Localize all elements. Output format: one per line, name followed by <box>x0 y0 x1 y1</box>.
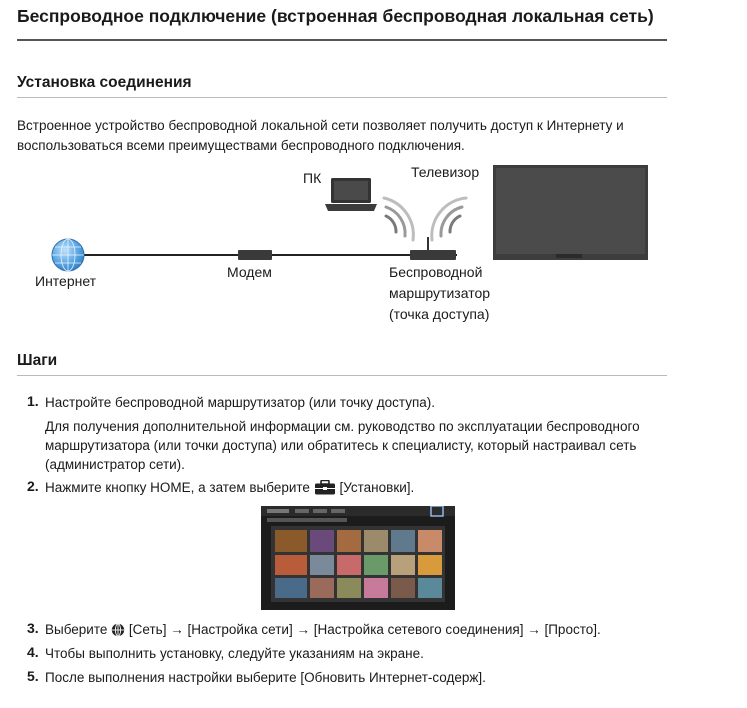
step-text <box>45 620 707 640</box>
step-text <box>45 478 707 498</box>
intro-paragraph: Встроенное устройство беспроводной локальной сети позволяет получить доступ к Интернету и воспользоваться всеми преимуществами беспроводного подключения. <box>17 118 624 153</box>
step-text-part: Нажмите кнопку HOME, а затем выберите <box>45 480 310 495</box>
internet-globe-icon <box>52 239 84 271</box>
laptop-pc-icon <box>325 178 377 211</box>
globe-icon <box>111 623 125 637</box>
wifi-signal-left-icon <box>384 198 413 240</box>
step-text: После выполнения настройки выберите [Обновить Интернет-содерж]. <box>45 670 486 685</box>
toolbox-icon <box>314 480 336 495</box>
page-title: Беспроводное подключение (встроенная беспроводная локальная сеть) <box>17 6 654 26</box>
modem-label: Модем <box>227 264 272 280</box>
step-item <box>27 668 707 688</box>
router-label <box>389 262 490 325</box>
router-label-line: (точка доступа) <box>389 306 490 322</box>
wifi-signal-right-icon <box>432 198 466 240</box>
step-number: 4. <box>27 644 39 660</box>
step-number: 5. <box>27 668 39 684</box>
pc-label: ПК <box>303 170 322 186</box>
step-text: Настройте беспроводной маршрутизатор (или точку доступа). <box>45 395 436 410</box>
router-label-line: маршрутизатор <box>389 285 491 301</box>
section-heading-connection: Установка соединения <box>17 74 192 91</box>
step-note: Для получения дополнительной информации см. руководство по эксплуатации беспроводного маршрутизатора (или точки доступа) или обратитесь к специалисту, который настраивал сеть (администратор сети). <box>45 419 640 472</box>
steps-list <box>27 393 707 688</box>
router-label-line: Беспроводной <box>389 264 483 280</box>
section-divider <box>17 375 667 376</box>
tv-label: Телевизор <box>411 164 480 180</box>
step-text: Чтобы выполнить установку, следуйте указаниям на экране. <box>45 646 424 661</box>
network-diagram <box>0 0 747 340</box>
step-text-part: [Сеть] → [Настройка сети] → [Настройка сетевого соединения] → [Просто]. <box>128 622 601 637</box>
step-item <box>27 620 707 640</box>
modem-icon <box>238 250 272 260</box>
step-number: 2. <box>27 478 39 494</box>
step-item <box>27 644 707 664</box>
step-text-part: [Установки]. <box>339 480 415 495</box>
step-number: 3. <box>27 620 39 636</box>
step-number: 1. <box>27 393 39 409</box>
step-item <box>27 393 707 474</box>
step-text-part: Выберите <box>45 622 108 637</box>
internet-label: Интернет <box>35 273 97 289</box>
tv-icon <box>493 165 648 260</box>
home-menu-screenshot <box>261 506 455 610</box>
section-heading-steps: Шаги <box>17 352 58 369</box>
step-item <box>27 478 707 610</box>
